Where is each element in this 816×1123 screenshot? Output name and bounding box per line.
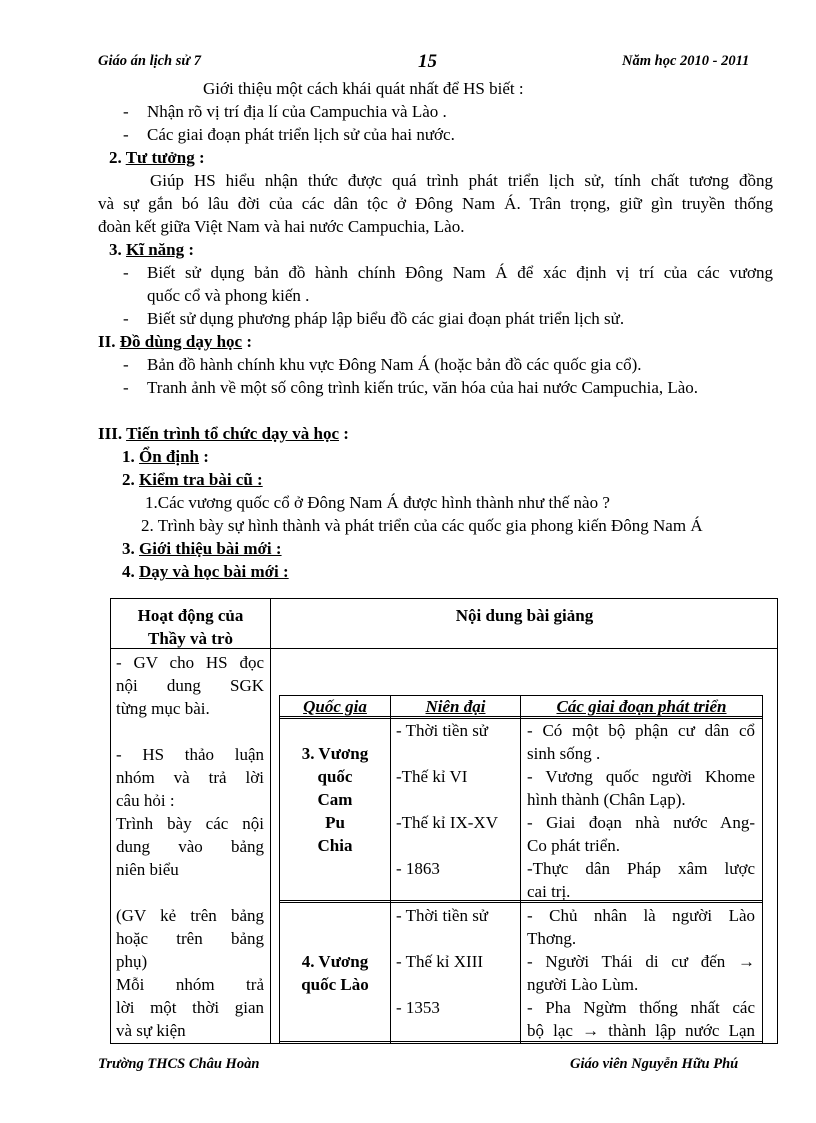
tools-bullet: Tranh ảnh về một số công trình kiến trúc, văn hóa của hai nước Campuchia, Lào. xyxy=(147,378,699,397)
header-right: Năm học 2010 - 2011 xyxy=(622,53,750,69)
thought-heading: 2. Tư tưởng : xyxy=(109,148,205,167)
footer-right: Giáo viên Nguyễn Hữu Phú xyxy=(570,1056,739,1072)
tools-bullet: Bản đồ hành chính khu vực Đông Nam Á (hoặc bản đồ các quốc gia cổ). xyxy=(147,355,642,374)
step-1: 1. Ổn định : xyxy=(122,447,209,466)
header-period: Niên đại xyxy=(425,697,486,716)
skills-bullet: Biết sử dụng phương pháp lập biểu đồ các giai đoạn phát triển lịch sử. xyxy=(147,309,625,328)
review-question: 1.Các vương quốc cổ ở Đông Nam Á được hình thành như thế nào ? xyxy=(145,493,610,512)
header-country: Quốc gia xyxy=(303,697,367,716)
activities-column: - GV cho HS đọc nội dung SGK từng mục bài. - HS thảo luận nhóm và trả lời câu hỏi : Trình bày các nội dung vào bảng niên biểu (GV kẻ trên bảng hoặc trên bảng phụ) Mỗi nhóm trả lời một thời gian và sự kiện xyxy=(116,653,264,1040)
knowledge-bullet: Nhận rõ vị trí địa lí của Campuchia và Lào . xyxy=(147,102,447,121)
bullet-dash: - xyxy=(123,125,129,144)
knowledge-bullet: Các giai đoạn phát triển lịch sử của hai nước. xyxy=(147,125,455,144)
inner-divider xyxy=(390,695,391,1044)
col1-header: Hoạt động của Thầy và trò xyxy=(137,606,244,648)
events-cambodia: - Có một bộ phận cư dân cổ sinh sống . - Vương quốc người Khome hình thành (Chân Lạp). - Giai đoạn nhà nước Ang- Co phát triển. -Thực dân Pháp xâm lược cai trị. xyxy=(527,721,755,901)
header-left: Giáo án lịch sử 7 xyxy=(98,53,201,69)
tools-heading: II. Đồ dùng dạy học : xyxy=(98,332,253,351)
events-laos: - Chủ nhân là người Lào Thơng. - Người Thái di cư đến → người Lào Lùm. - Pha Ngừm thống nhất các bộ lạc → thành lập nước Lạn xyxy=(527,906,755,1040)
intro-text: Giới thiệu một cách khái quát nhất để HS biết : xyxy=(203,79,524,98)
bullet-dash: - xyxy=(123,102,129,121)
footer-left: Trường THCS Châu Hoàn xyxy=(98,1056,260,1072)
inner-divider xyxy=(520,695,521,1044)
thought-line: Giúp HS hiểu nhận thức được quá trình phát triển lịch sử, tính chất tương đồng xyxy=(150,171,773,190)
col2-header: Nội dung bài giảng xyxy=(455,606,594,625)
process-heading: III. Tiến trình tổ chức dạy và học : xyxy=(98,424,349,443)
bullet-dash: - xyxy=(123,309,129,328)
bullet-dash: - xyxy=(123,263,129,282)
bullet-dash: - xyxy=(123,355,129,374)
thought-line: đoàn kết giữa Việt Nam và hai nước Campuchia, Lào. xyxy=(98,217,465,236)
skills-bullet: Biết sử dụng bản đồ hành chính Đông Nam Á để xác định vị trí của các vương xyxy=(147,263,773,282)
bullet-dash: - xyxy=(123,378,129,397)
review-question: 2. Trình bày sự hình thành và phát triển của các quốc gia phong kiến Đông Nam Á xyxy=(141,516,703,535)
table-divider xyxy=(270,598,271,1044)
step-4: 4. Dạy và học bài mới : xyxy=(122,562,289,581)
page-number: 15 xyxy=(418,51,437,72)
inner-right-border xyxy=(762,695,763,1044)
periods-laos: - Thời tiền sử - Thế kỉ XIII - 1353 xyxy=(396,906,489,1017)
country-laos: 4. Vương quốc Lào xyxy=(301,952,369,994)
header-stages: Các giai đoạn phát triển xyxy=(556,697,727,716)
step-2: 2. Kiểm tra bài cũ : xyxy=(122,470,263,489)
country-cambodia: 3. Vương quốc Cam Pu Chia xyxy=(301,744,369,855)
periods-cambodia: - Thời tiền sử -Thế kỉ VI -Thế kỉ IX-XV - 1863 xyxy=(396,721,498,878)
skills-bullet-cont: quốc cổ và phong kiến . xyxy=(147,286,310,305)
step-3: 3. Giới thiệu bài mới : xyxy=(122,539,282,558)
thought-line: và sự gắn bó lâu đời của các dân tộc ở Đông Nam Á. Trân trọng, giữ gìn truyền thống xyxy=(98,194,773,213)
skills-heading: 3. Kĩ năng : xyxy=(109,240,195,259)
